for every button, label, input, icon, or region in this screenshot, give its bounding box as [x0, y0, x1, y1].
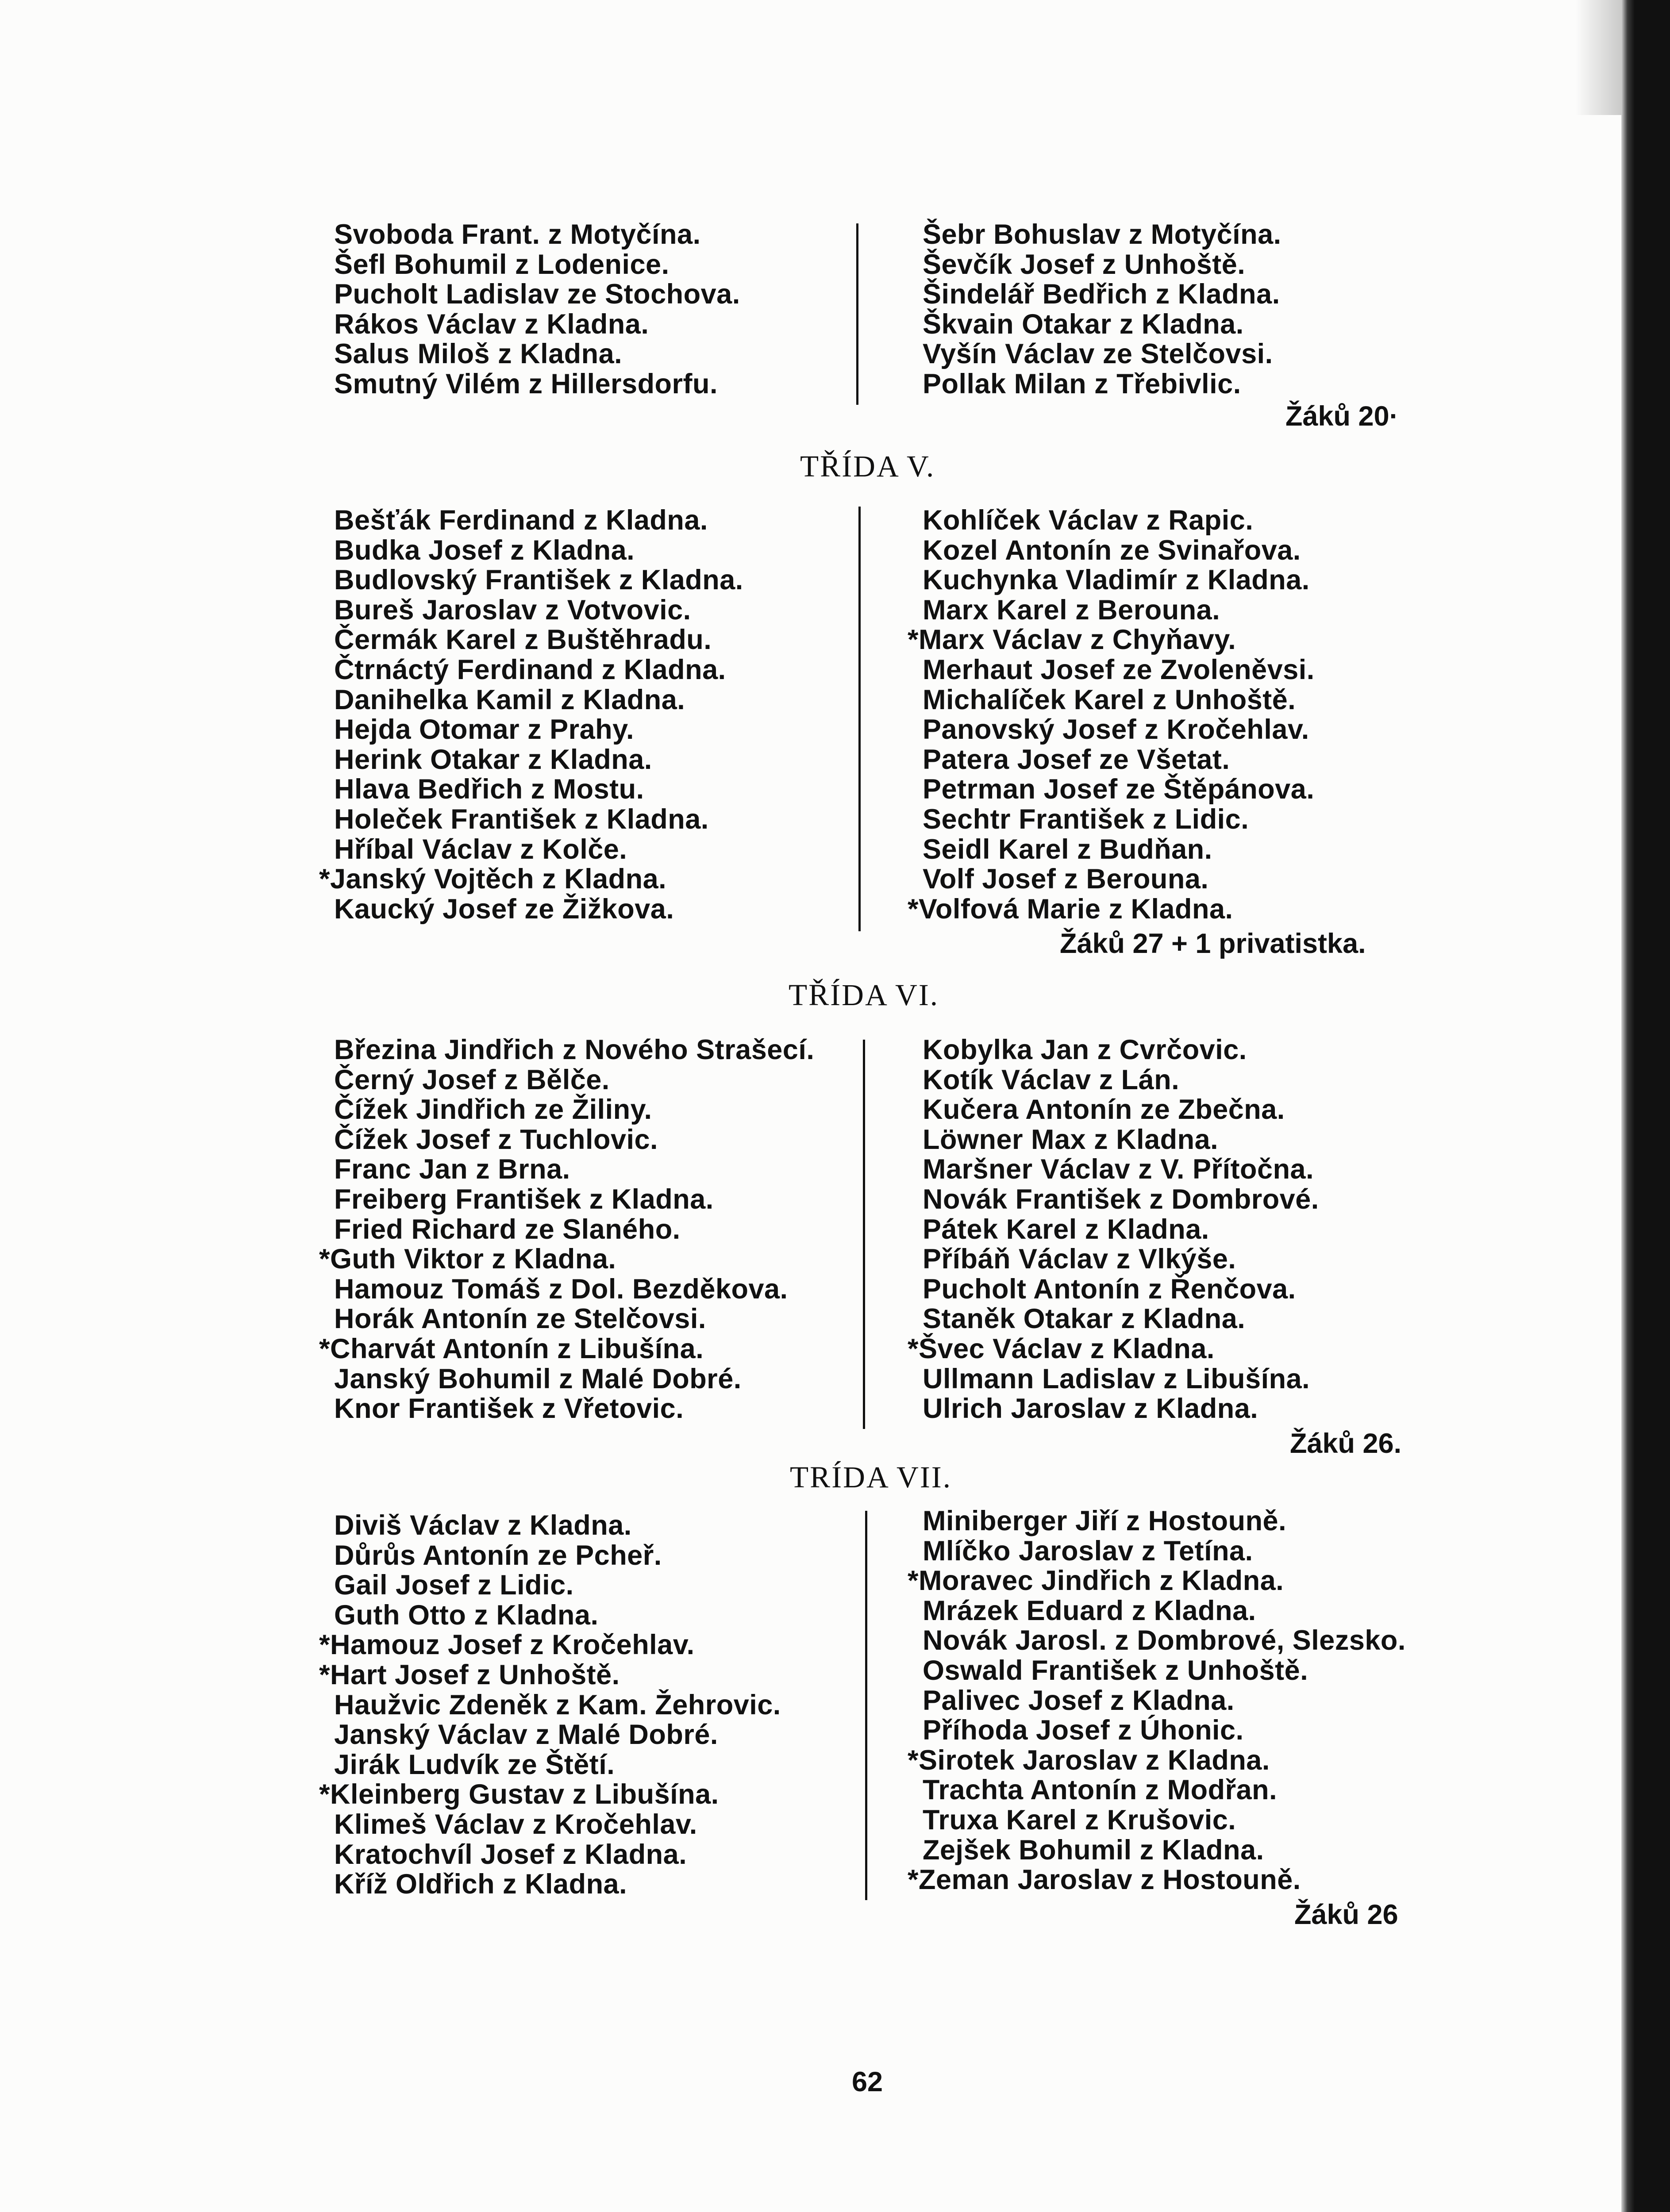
section-3-right-column: [908, 1505, 1406, 1896]
student-entry: Pucholt Antonín z Řenčova.: [923, 1273, 1296, 1305]
student-entry: Novák František z Dombrové.: [923, 1183, 1319, 1215]
student-entry: *Kleinberg Gustav z Libušína.: [319, 1779, 719, 1810]
student-entry: Kozel Antonín ze Svinařova.: [923, 534, 1301, 566]
student-entry: Salus Miloš z Kladna.: [334, 338, 623, 370]
student-entry: Kotík Václav z Lán.: [923, 1064, 1180, 1095]
student-entry: Kratochvíl Josef z Kladna.: [334, 1839, 687, 1870]
student-entry: Důrůs Antonín ze Pcheř.: [334, 1540, 662, 1571]
student-entry: Kříž Oldřich z Kladna.: [334, 1869, 627, 1900]
section-0-left-column: [334, 220, 740, 399]
student-entry: *Charvát Antonín z Libušína.: [319, 1333, 704, 1364]
class-vii-heading: TRÍDA VII.: [790, 1460, 952, 1494]
student-entry: Hejda Otomar z Prahy.: [334, 714, 635, 745]
student-entry: Zejšek Bohumil z Kladna.: [923, 1834, 1264, 1866]
student-entry: Haužvic Zdeněk z Kam. Žehrovic.: [334, 1689, 781, 1720]
student-entry: Březina Jindřich z Nového Strašecí.: [334, 1034, 815, 1065]
student-entry: *Hamouz Josef z Kročehlav.: [319, 1629, 695, 1661]
student-entry: Sechtr František z Lidic.: [923, 803, 1249, 835]
student-entry: Freiberg František z Kladna.: [334, 1183, 714, 1215]
student-entry: Guth Otto z Kladna.: [334, 1599, 599, 1631]
student-entry: Ševčík Josef z Unhoště.: [923, 249, 1246, 280]
student-entry: Svoboda Frant. z Motyčína.: [334, 219, 701, 250]
student-entry: Janský Václav z Malé Dobré.: [334, 1719, 718, 1751]
student-entry: Knor František z Vřetovic.: [334, 1393, 684, 1425]
student-entry: Horák Antonín ze Stelčovsi.: [334, 1303, 706, 1335]
section-1-left-column: [319, 505, 743, 925]
student-entry: Marx Karel z Berouna.: [923, 594, 1220, 626]
student-entry: Mrázek Eduard z Kladna.: [923, 1595, 1256, 1626]
student-entry: Smutný Vilém z Hillersdorfu.: [334, 368, 718, 399]
student-entry: Truxa Karel z Krušovic.: [923, 1804, 1236, 1836]
student-entry: Šebr Bohuslav z Motyčína.: [923, 219, 1281, 250]
student-entry: Kuchynka Vladimír z Kladna.: [923, 565, 1310, 596]
student-entry: Kučera Antonín ze Zbečna.: [923, 1094, 1285, 1125]
student-entry: Rákos Václav z Kladna.: [334, 308, 649, 340]
student-entry: Hříbal Václav z Kolče.: [334, 833, 627, 865]
scan-edge: [1621, 0, 1670, 2212]
section-3-pupil-count: Žáků 26: [1294, 1899, 1398, 1930]
student-entry: Kobylka Jan z Cvrčovic.: [923, 1034, 1247, 1065]
student-entry: Ullmann Ladislav z Libušína.: [923, 1363, 1310, 1394]
student-entry: Löwner Max z Kladna.: [923, 1124, 1219, 1155]
student-entry: Seidl Karel z Budňan.: [923, 833, 1212, 865]
student-entry: Pátek Karel z Kladna.: [923, 1214, 1209, 1245]
section-2-pupil-count: Žáků 26.: [1290, 1428, 1402, 1459]
student-entry: Danihelka Kamil z Kladna.: [334, 684, 685, 715]
student-entry: Hamouz Tomáš z Dol. Bezděkova.: [334, 1273, 788, 1305]
student-entry: Čížek Jindřich ze Žiliny.: [334, 1094, 652, 1125]
student-entry: Holeček František z Kladna.: [334, 803, 709, 835]
column-divider: [856, 223, 858, 405]
section-2-right-column: [908, 1034, 1319, 1425]
student-entry: Miniberger Jiří z Hostouně.: [923, 1505, 1287, 1536]
student-entry: Hlava Bedřich z Mostu.: [334, 774, 644, 805]
student-entry: Panovský Josef z Kročehlav.: [923, 714, 1309, 745]
section-0-right-column: [923, 220, 1281, 399]
student-entry: Gail Josef z Lidic.: [334, 1570, 574, 1601]
student-entry: *Janský Vojtěch z Kladna.: [319, 864, 667, 895]
student-entry: Klimeš Václav z Kročehlav.: [334, 1809, 697, 1840]
student-entry: Budlovský František z Kladna.: [334, 565, 743, 596]
student-entry: *Volfová Marie z Kladna.: [908, 893, 1233, 925]
section-1-pupil-count: Žáků 27 + 1 privatistka.: [1060, 928, 1366, 959]
student-entry: *Švec Václav z Kladna.: [908, 1333, 1215, 1364]
student-entry: Palivec Josef z Kladna.: [923, 1685, 1235, 1716]
student-entry: Budka Josef z Kladna.: [334, 534, 635, 566]
student-entry: Čtrnáctý Ferdinand z Kladna.: [334, 654, 726, 685]
student-entry: Pollak Milan z Třebivlic.: [923, 368, 1241, 399]
student-entry: Trachta Antonín z Modřan.: [923, 1774, 1278, 1806]
student-entry: Maršner Václav z V. Přítočna.: [923, 1154, 1314, 1185]
section-3-left-column: [319, 1510, 781, 1900]
section-1-right-column: [908, 505, 1315, 925]
student-entry: Patera Josef ze Všetat.: [923, 744, 1230, 775]
student-entry: Bešťák Ferdinand z Kladna.: [334, 505, 708, 536]
student-entry: Janský Bohumil z Malé Dobré.: [334, 1363, 742, 1394]
section-0-pupil-count: Žáků 20·: [1285, 401, 1399, 432]
student-entry: Merhaut Josef ze Zvoleněvsi.: [923, 654, 1315, 685]
student-entry: Bureš Jaroslav z Votvovic.: [334, 594, 691, 626]
student-entry: Mlíčko Jaroslav z Tetína.: [923, 1535, 1253, 1567]
column-divider: [863, 1040, 865, 1429]
class-vi-heading: TŘÍDA VI.: [789, 978, 939, 1012]
student-entry: Čížek Josef z Tuchlovic.: [334, 1124, 658, 1155]
student-entry: Příbáň Václav z Vlkýše.: [923, 1244, 1236, 1275]
student-entry: Šefl Bohumil z Lodenice.: [334, 249, 670, 280]
student-entry: Kohlíček Václav z Rapic.: [923, 505, 1254, 536]
student-entry: Černý Josef z Bělče.: [334, 1064, 610, 1095]
column-divider: [858, 507, 861, 931]
page-number: 62: [852, 2066, 883, 2097]
student-entry: *Zeman Jaroslav z Hostouně.: [908, 1864, 1301, 1896]
student-entry: *Hart Josef z Unhoště.: [319, 1659, 620, 1690]
student-entry: Příhoda Josef z Úhonic.: [923, 1715, 1244, 1746]
column-divider: [865, 1511, 867, 1900]
student-entry: Staněk Otakar z Kladna.: [923, 1303, 1246, 1335]
student-entry: Fried Richard ze Slaného.: [334, 1214, 681, 1245]
student-entry: Čermák Karel z Buštěhradu.: [334, 624, 712, 656]
student-entry: Diviš Václav z Kladna.: [334, 1510, 632, 1541]
student-entry: Kaucký Josef ze Žižkova.: [334, 893, 674, 925]
student-entry: Ulrich Jaroslav z Kladna.: [923, 1393, 1258, 1425]
student-entry: Michalíček Karel z Unhoště.: [923, 684, 1296, 715]
student-entry: *Marx Václav z Chyňavy.: [908, 624, 1236, 656]
student-entry: Petrman Josef ze Štěpánova.: [923, 774, 1315, 805]
student-entry: Šindelář Bedřich z Kladna.: [923, 279, 1280, 310]
student-entry: *Moravec Jindřich z Kladna.: [908, 1565, 1284, 1597]
student-entry: Herink Otakar z Kladna.: [334, 744, 652, 775]
student-entry: Novák Jarosl. z Dombrové, Slezsko.: [923, 1625, 1406, 1656]
student-entry: Škvain Otakar z Kladna.: [923, 308, 1244, 340]
student-entry: Oswald František z Unhoště.: [923, 1655, 1308, 1686]
student-entry: Franc Jan z Brna.: [334, 1154, 570, 1185]
class-v-heading: TŘÍDA V.: [800, 449, 935, 483]
student-entry: *Sirotek Jaroslav z Kladna.: [908, 1744, 1270, 1776]
student-entry: Vyšín Václav ze Stelčovsi.: [923, 338, 1273, 370]
section-2-left-column: [319, 1034, 815, 1425]
student-entry: Jirák Ludvík ze Štětí.: [334, 1749, 615, 1780]
student-entry: Pucholt Ladislav ze Stochova.: [334, 279, 740, 310]
student-entry: *Guth Viktor z Kladna.: [319, 1244, 616, 1275]
student-entry: Volf Josef z Berouna.: [923, 864, 1209, 895]
